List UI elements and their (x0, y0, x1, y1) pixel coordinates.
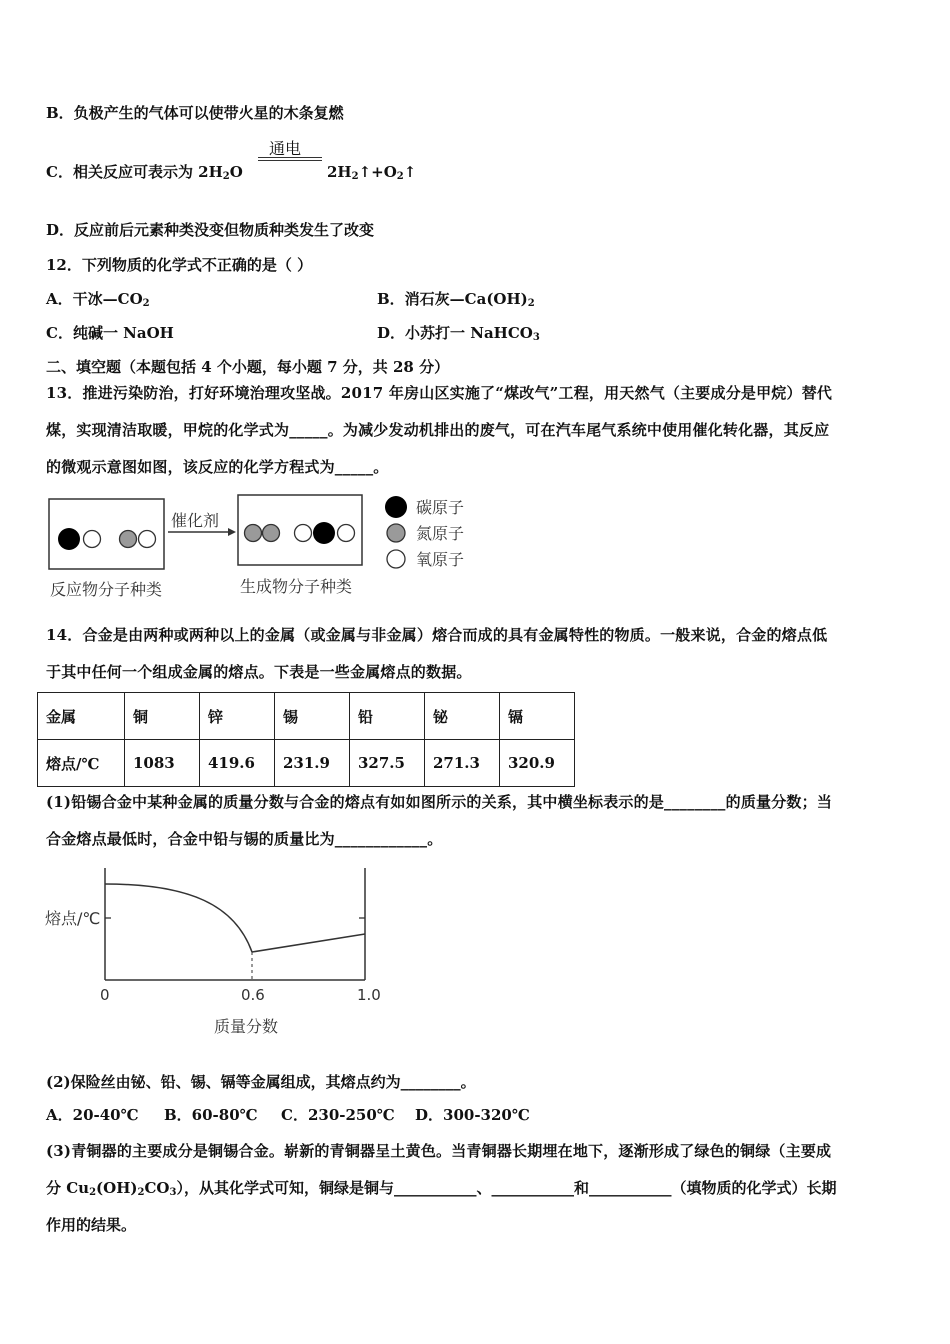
table-row (38, 693, 575, 740)
products-caption: 生成物分子种类 (240, 577, 353, 596)
q14-part3-line-1: (3)青铜器的主要成分是铜锡合金。崭新的青铜器呈土黄色。当青铜器长期埋在地下，逐渐形成了绿色的铜绿（主要成 (46, 1142, 832, 1160)
oxygen-atom (338, 525, 355, 542)
q11-option-c: C．相关反应可表示为 $2H_2O$ (46, 163, 243, 182)
table-cell: 327.5 (350, 740, 425, 787)
x-tick-label: 0 (100, 986, 110, 1004)
table-cell: 铜 (125, 693, 200, 740)
carbon-atom (313, 522, 335, 544)
y-axis-label: 熔点/℃ (45, 909, 101, 928)
table-cell: 铋 (425, 693, 500, 740)
reactants-caption: 反应物分子种类 (50, 580, 163, 599)
table-cell: 金属 (38, 693, 125, 740)
equals-line-top (258, 157, 322, 158)
q12-option-c: C．纯碱一 NaOH (46, 324, 174, 342)
nitrogen-atom (263, 525, 280, 542)
x-axis-label: 质量分数 (214, 1017, 279, 1036)
equals-line-bottom (258, 160, 322, 161)
q12-option-d: D．小苏打一 NaHCO$_3$ (377, 324, 540, 343)
table-cell: 镉 (500, 693, 575, 740)
legend-carbon-icon (385, 496, 407, 518)
table-cell: 1083 (125, 740, 200, 787)
q11-option-d: D．反应前后元素种类没变但物质种类发生了改变 (46, 221, 375, 239)
q12-stem: 12．下列物质的化学式不正确的是（ ） (46, 256, 313, 274)
catalyst-label: 催化剂 (171, 511, 220, 530)
q11-option-b: B．负极产生的气体可以使带火星的木条复燃 (46, 104, 344, 122)
oxygen-atom (84, 531, 101, 548)
q14-part3-line-3: 作用的结果。 (46, 1216, 137, 1234)
x-tick-label: 1.0 (357, 986, 381, 1004)
carbon-atom (58, 528, 80, 550)
table-cell: 锡 (275, 693, 350, 740)
nitrogen-atom (120, 531, 137, 548)
q14-line-2: 于其中任何一个组成金属的熔点。下表是一些金属熔点的数据。 (46, 663, 472, 681)
table-row (38, 740, 575, 787)
table-cell: 271.3 (425, 740, 500, 787)
q13-line-3: 的微观示意图如图，该反应的化学方程式为_____。 (46, 458, 389, 476)
section-heading: 二、填空题（本题包括 4 个小题，每小题 7 分，共 28 分） (46, 358, 450, 376)
q14-part2-option-c: C．230-250℃ (281, 1106, 395, 1124)
x-tick-label: 0.6 (241, 986, 265, 1004)
legend-oxygen-icon (387, 550, 405, 568)
legend-carbon-label: 碳原子 (416, 498, 465, 517)
reaction-condition: 通电 (269, 139, 302, 158)
table-cell: 320.9 (500, 740, 575, 787)
oxygen-atom (295, 525, 312, 542)
reaction-diagram (40, 488, 480, 603)
q14-part1-line-2: 合金熔点最低时，合金中铅与锡的质量比为____________。 (46, 830, 443, 848)
q12-option-b: B．消石灰$—Ca(OH)_2$ (377, 290, 535, 309)
table-cell: 231.9 (275, 740, 350, 787)
nitrogen-atom (245, 525, 262, 542)
q12-option-a: A．干冰$—CO_2$ (46, 290, 150, 309)
table-cell: 熔点/℃ (38, 740, 125, 787)
q13-line-1: 13．推进污染防治，打好环境治理攻坚战。2017 年房山区实施了“煤改气”工程，用天然气（主要成分是甲烷）替代 (46, 384, 833, 402)
table-cell: 419.6 (200, 740, 275, 787)
q14-part1-line-1: (1)铅锡合金中某种金属的质量分数与合金的熔点有如如图所示的关系，其中横坐标表示的是________的质量分数；当 (46, 793, 833, 811)
q13-line-2: 煤，实现清洁取暖，甲烷的化学式为_____。为减少发动机排出的废气，可在汽车尾气系统中使用催化转化器，其反应 (46, 421, 830, 439)
legend-nitrogen-label: 氮原子 (416, 524, 465, 543)
legend-oxygen-label: 氧原子 (416, 550, 465, 569)
q14-line-1: 14．合金是由两种或两种以上的金属（或金属与非金属）熔合而成的具有金属特性的物质。一般来说，合金的熔点低 (46, 626, 828, 644)
q14-part3-line-2: 分 $Cu_2(OH)_2CO_3$），从其化学式可知，铜绿是铜与___________、___________和___________（填物质的化学式）长期 (46, 1179, 837, 1198)
curve-right-segment (252, 934, 365, 952)
q14-part2-stem: (2)保险丝由铋、铅、锡、镉等金属组成，其熔点约为________。 (46, 1073, 476, 1091)
curve-left-segment (105, 884, 252, 952)
melting-point-table (37, 692, 575, 787)
melting-point-graph (40, 860, 400, 1045)
q14-part2-option-b: B．60-80℃ (164, 1106, 258, 1124)
q14-part2-option-d: D．300-320℃ (415, 1106, 530, 1124)
q14-part2-option-a: A．20-40℃ (46, 1106, 139, 1124)
arrow-head-icon (228, 528, 236, 536)
oxygen-atom (139, 531, 156, 548)
q11-option-c-products: $2H_2↑+O_2↑$ (327, 163, 417, 182)
table-cell: 铅 (350, 693, 425, 740)
legend-nitrogen-icon (387, 524, 405, 542)
table-cell: 锌 (200, 693, 275, 740)
